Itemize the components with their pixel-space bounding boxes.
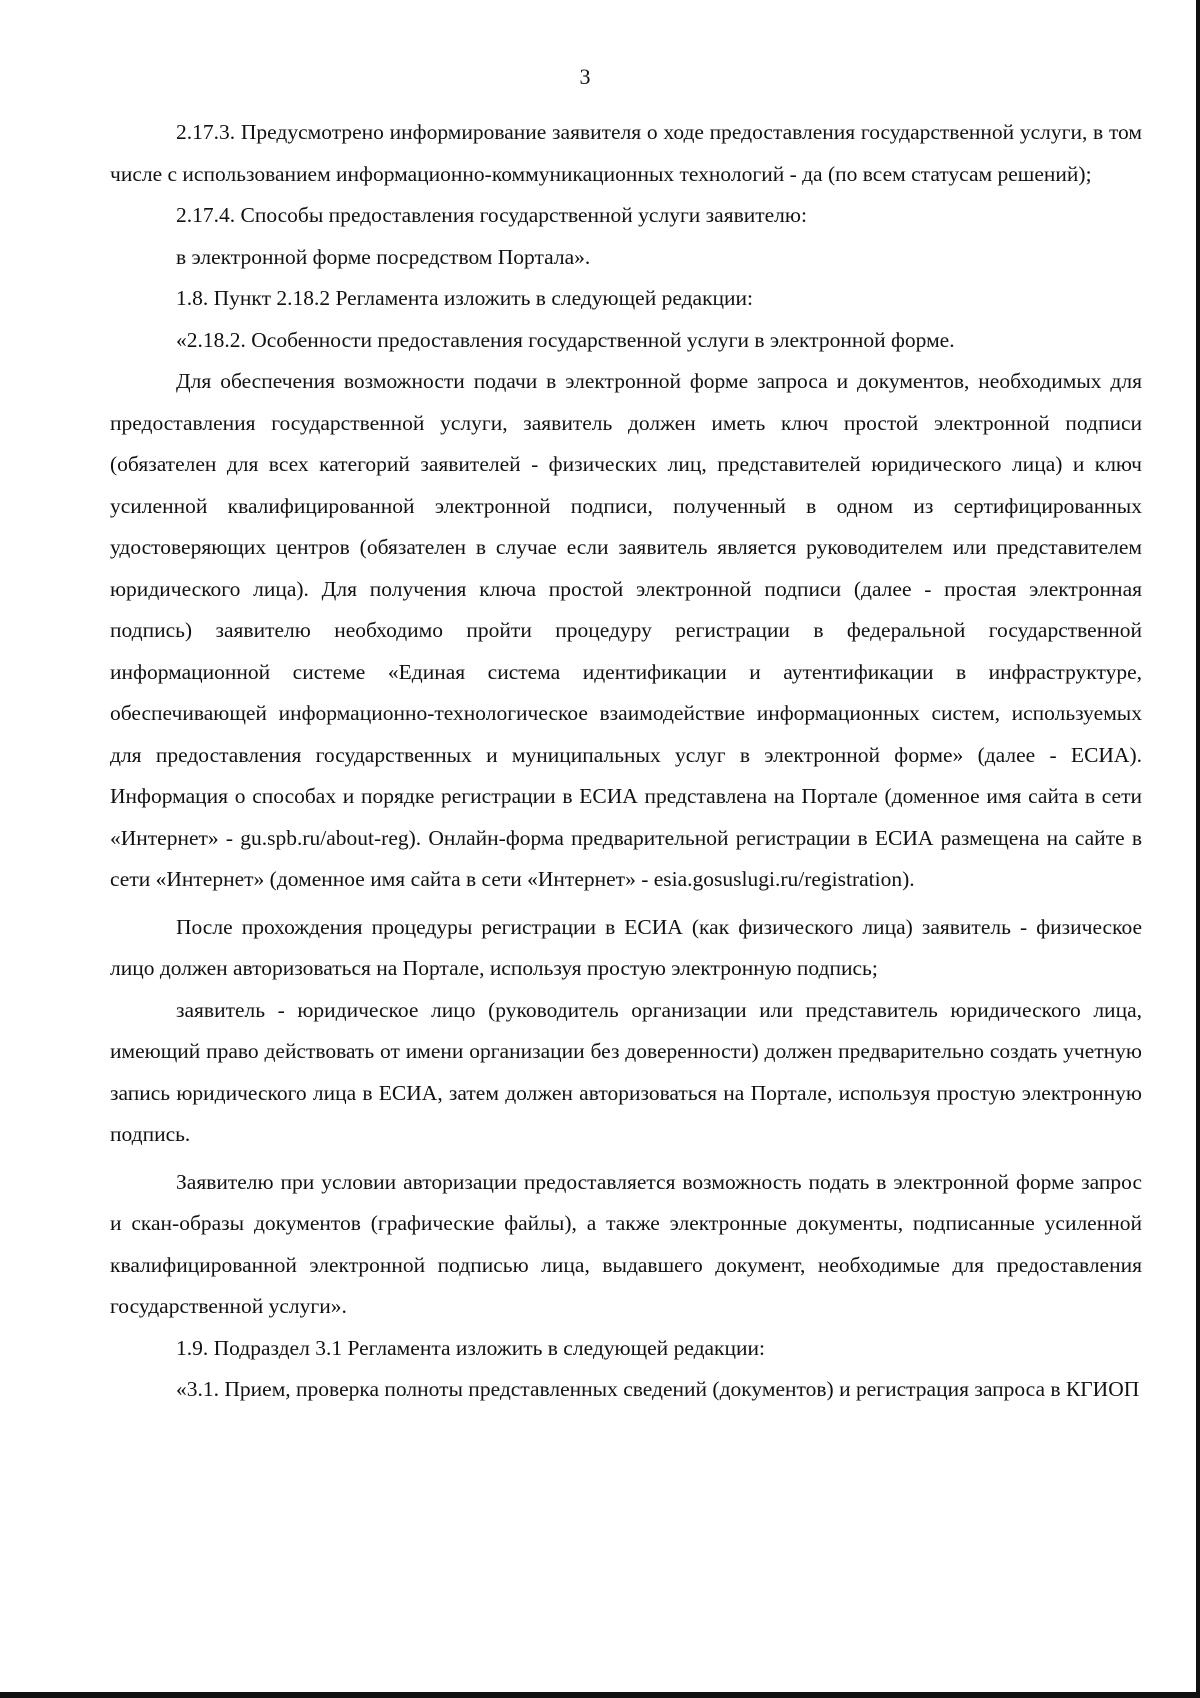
page-number: 3	[579, 64, 591, 89]
paragraph-1-8: 1.8. Пункт 2.18.2 Регламента изложить в следующей редакции:	[176, 286, 754, 310]
scan-border-right	[1196, 0, 1200, 1698]
paragraph-2-17-4: 2.17.4. Способы предоставления государственной услуги заявителю:	[176, 203, 807, 227]
paragraph-individual-auth: После прохождения процедуры регистрации в ЕСИА (как физического лица) заявитель - физическое лицо должен авторизоваться на Портале, используя простую электронную подпись;	[110, 914, 1142, 980]
paragraph-esia-registration: Для обеспечения возможности подачи в электронной форме запроса и документов, необходимых для предоставления государственной услуги, заявитель должен иметь ключ простой электронной подписи (обязателен для всех категорий заявителей - физических лиц, представителей юридического лица) и ключ усиленной квалифицированной электронной подписи, полученный в одном из сертифицированных удостоверяющих центров (обязателен в случае если заявитель является руководителем или представителем юридического лица). Для получения ключа простой электронной подписи (далее - простая электронная подпись) заявителю необходимо пройти процедуру регистрации в федеральной государственной информационной системе «Единая система идентификации и аутентификации в инфраструктуре, обеспечивающей информационно-технологическое взаимодействие информационных систем, используемых для предоставления государственных и муниципальных услуг в электронной форме» (далее - ЕСИА). Информация о способах и порядке регистрации в ЕСИА представлена на Портале (доменное имя сайта в сети «Интернет» - gu.spb.ru/about-reg). Онлайн-форма предварительной регистрации в ЕСИА размещена на сайте в сети «Интернет» (доменное имя сайта в сети «Интернет» - esia.gosuslugi.ru/registration).	[110, 369, 1142, 891]
scan-border-bottom	[0, 1692, 1200, 1698]
paragraph-legal-entity-auth: заявитель - юридическое лицо (руководитель организации или представитель юридического лица, имеющий право действовать от имени организации без доверенности) должен предварительно создать учетную запись юридического лица в ЕСИА, затем должен авторизоваться на Портале, используя простую электронную подпись.	[110, 997, 1142, 1146]
paragraph-applicant-submission: Заявителю при условии авторизации предоставляется возможность подать в электронной форме запрос и скан-образы документов (графические файлы), а также электронные документы, подписанные усиленной квалифицированной электронной подписью лица, выдавшего документ, необходимые для предоставления государственной услуги».	[110, 1169, 1142, 1318]
paragraph-2-17-3: 2.17.3. Предусмотрено информирование заявителя о ходе предоставления государственной услуги, в том числе с использованием информационно-коммуникационных технологий - да (по всем статусам решений);	[110, 120, 1142, 186]
paragraph-1-9: 1.9. Подраздел 3.1 Регламента изложить в следующей редакции:	[176, 1335, 765, 1360]
paragraph-electronic-form: в электронной форме посредством Портала».	[176, 244, 591, 269]
paragraph-3-1: «3.1. Прием, проверка полноты представленных сведений (документов) и регистрация запроса в КГИОП	[176, 1377, 1140, 1401]
paragraph-2-18-2: «2.18.2. Особенности предоставления государственной услуги в электронной форме.	[176, 327, 955, 352]
document-body	[110, 112, 1142, 1411]
